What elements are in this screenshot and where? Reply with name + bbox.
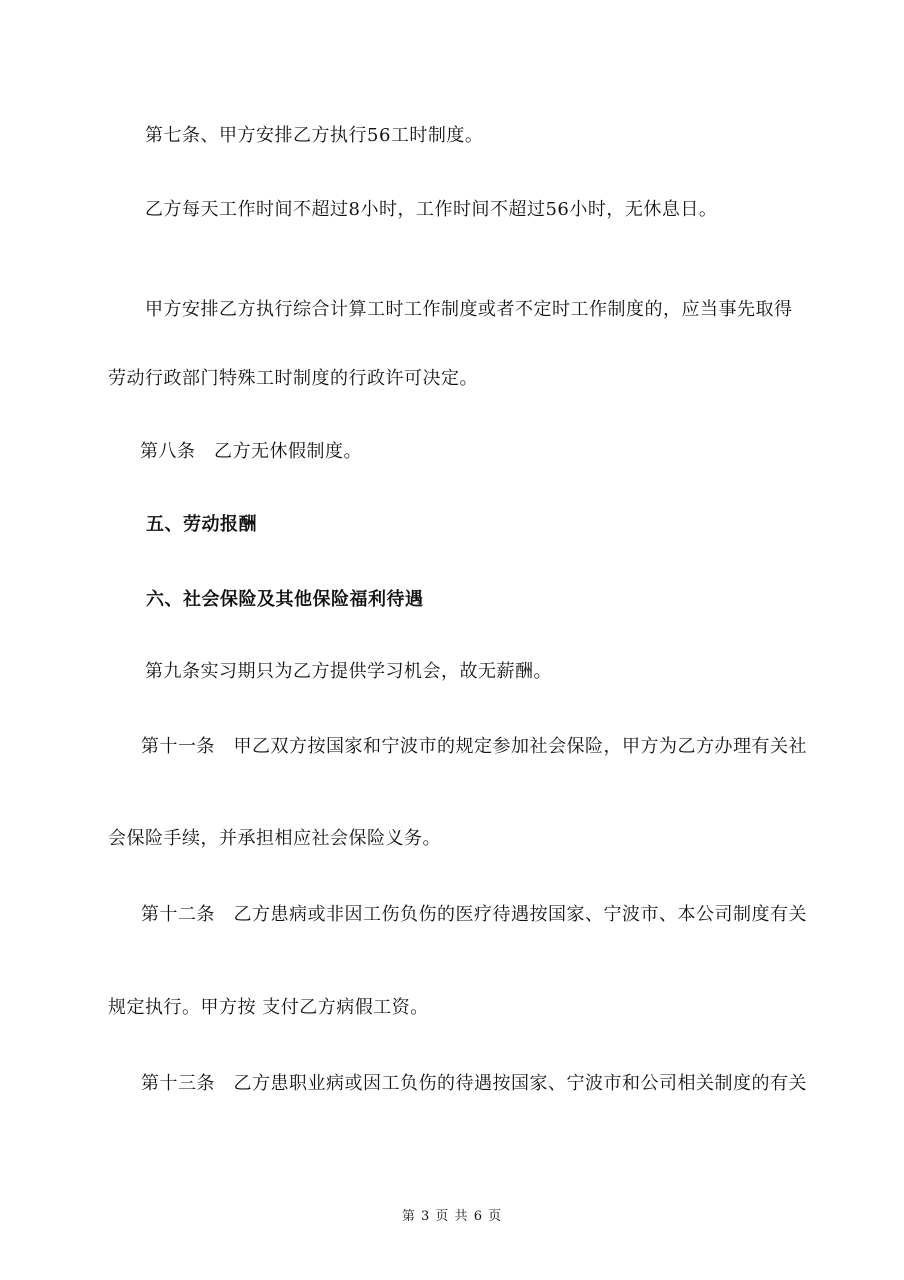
paragraph-article-11-line-1: 第十一条 甲乙双方按国家和宁波市的规定参加社会保险，甲方为乙方办理有关社 [141,736,807,757]
paragraph-article-12-line-2: 规定执行。甲方按 支付乙方病假工资。 [108,997,429,1018]
section-heading-social-insurance: 六、社会保险及其他保险福利待遇 [146,589,424,610]
paragraph-special-hours-line-2: 劳动行政部门特殊工时制度的行政许可决定。 [108,368,478,389]
page-number-footer: 第 3 页 共 6 页 [401,1209,503,1224]
paragraph-article-11-line-2: 会保险手续，并承担相应社会保险义务。 [108,828,441,849]
paragraph-article-8: 第八条 乙方无休假制度。 [140,441,362,462]
paragraph-article-7: 第七条、甲方安排乙方执行56工时制度。 [145,125,484,146]
paragraph-special-hours-line-1: 甲方安排乙方执行综合计算工时工作制度或者不定时工作制度的，应当事先取得 [145,299,793,320]
section-heading-labor-remuneration: 五、劳动报酬 [146,514,257,535]
paragraph-article-13-line-1: 第十三条 乙方患职业病或因工负伤的待遇按国家、宁波市和公司相关制度的有关 [141,1073,807,1094]
paragraph-work-hours: 乙方每天工作时间不超过8小时，工作时间不超过56小时，无休息日。 [145,199,718,220]
paragraph-article-12-line-1: 第十二条 乙方患病或非因工伤负伤的医疗待遇按国家、宁波市、本公司制度有关 [141,904,807,925]
paragraph-article-9: 第九条实习期只为乙方提供学习机会，故无薪酬。 [145,661,552,682]
